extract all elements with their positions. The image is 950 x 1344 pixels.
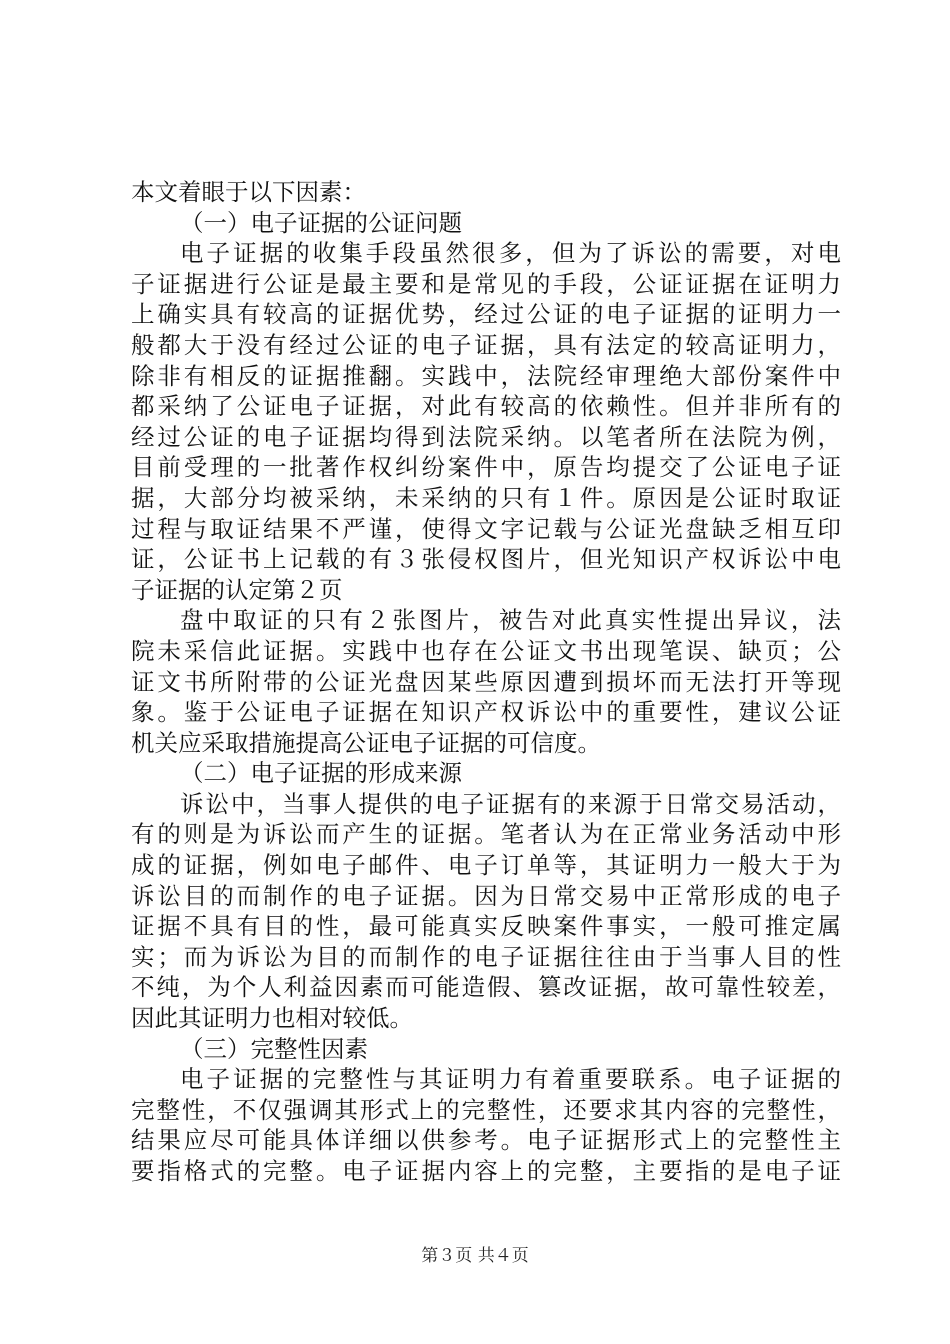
text-line: 上确实具有较高的证据优势，经过公证的电子证据的证明力一 xyxy=(131,300,841,329)
document-body xyxy=(131,177,841,1187)
page-footer: 第３页 共４页 xyxy=(421,1246,529,1266)
text-line: 证据不具有目的性，最可能真实反映案件事实，一般可推定属 xyxy=(131,912,841,941)
text-line: 电子证据的收集手段虽然很多，但为了诉讼的需要，对电 xyxy=(180,239,841,268)
text-line: 证文书所附带的公证光盘因某些原因遭到损坏而无法打开等现 xyxy=(131,667,841,696)
text-line: 般都大于没有经过公证的电子证据，具有法定的较高证明力， xyxy=(131,330,841,359)
text-line: 除非有相反的证据推翻。实践中，法院经审理绝大部份案件中 xyxy=(131,361,841,390)
text-line: 完整性，不仅强调其形式上的完整性，还要求其内容的完整性， xyxy=(131,1095,841,1124)
text-line: 目前受理的一批著作权纠纷案件中，原告均提交了公证电子证 xyxy=(131,453,841,482)
text-line: 本文着眼于以下因素： xyxy=(131,178,366,206)
text-line: 象。鉴于公证电子证据在知识产权诉讼中的重要性，建议公证 xyxy=(131,698,841,727)
text-line: （二）电子证据的形成来源 xyxy=(180,759,462,788)
text-line: 不纯，为个人利益因素而可能造假、篡改证据，故可靠性较差， xyxy=(131,973,841,1002)
text-line: 诉讼中，当事人提供的电子证据有的来源于日常交易活动， xyxy=(180,789,841,818)
text-line: 都采纳了公证电子证据，对此有较高的依赖性。但并非所有的 xyxy=(131,392,841,421)
text-line: 有的则是为诉讼而产生的证据。笔者认为在正常业务活动中形 xyxy=(131,820,841,849)
text-line: 实；而为诉讼为目的而制作的电子证据往往由于当事人目的性 xyxy=(131,942,841,971)
text-line: （三）完整性因素 xyxy=(180,1034,368,1063)
text-line: 证，公证书上记载的有３张侵权图片，但光知识产权诉讼中电 xyxy=(131,545,841,574)
text-line: （一）电子证据的公证问题 xyxy=(180,208,462,237)
text-line: 据，大部分均被采纳，未采纳的只有１件。原因是公证时取证 xyxy=(131,483,841,512)
text-line: 诉讼目的而制作的电子证据。因为日常交易中正常形成的电子 xyxy=(131,881,841,910)
text-line: 电子证据的完整性与其证明力有着重要联系。电子证据的 xyxy=(180,1065,841,1094)
text-line: 经过公证的电子证据均得到法院采纳。以笔者所在法院为例， xyxy=(131,422,841,451)
text-line: 机关应采取措施提高公证电子证据的可信度。 xyxy=(131,728,601,757)
text-line: 过程与取证结果不严谨，使得文字记载与公证光盘缺乏相互印 xyxy=(131,514,841,543)
text-line: 成的证据，例如电子邮件、电子订单等，其证明力一般大于为 xyxy=(131,851,841,880)
text-line: 因此其证明力也相对较低。 xyxy=(131,1004,413,1033)
text-line: 子证据的认定第２页 xyxy=(131,575,343,604)
text-line: 结果应尽可能具体详细以供参考。电子证据形式上的完整性主 xyxy=(131,1126,841,1155)
text-line: 子证据进行公证是最主要和是常见的手段，公证证据在证明力 xyxy=(131,269,841,298)
text-line: 院未采信此证据。实践中也存在公证文书出现笔误、缺页；公 xyxy=(131,636,841,665)
text-line: 要指格式的完整。电子证据内容上的完整，主要指的是电子证 xyxy=(131,1157,841,1185)
text-line: 盘中取证的只有２张图片，被告对此真实性提出异议，法 xyxy=(180,606,841,635)
